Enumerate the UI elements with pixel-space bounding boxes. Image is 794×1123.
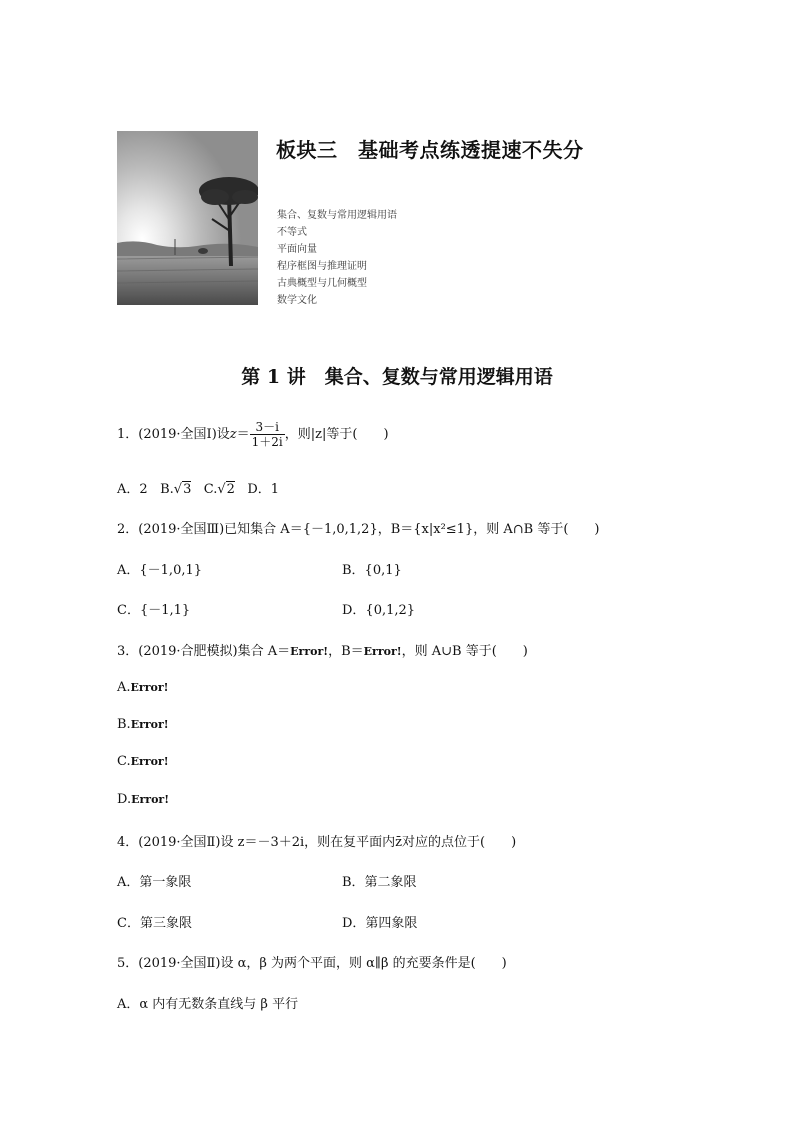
- q1-fraction: [250, 420, 285, 449]
- q1-var: z: [229, 427, 237, 442]
- q3-error-b: Error!: [363, 645, 402, 658]
- q3-option-a: [117, 680, 168, 695]
- q1-denominator: 1＋2i: [251, 435, 283, 449]
- q1-option-c-radicand: 2: [226, 482, 235, 497]
- toc-item: 平面向量: [277, 244, 317, 255]
- q4-option-b: B．第二象限: [342, 875, 417, 890]
- q3-option-c: [117, 754, 169, 769]
- q1-option-c: C.: [203, 482, 218, 497]
- q1-eq: ＝: [236, 427, 250, 442]
- q3-option-b: [117, 717, 169, 732]
- toc-item: 不等式: [277, 227, 307, 238]
- question-1: [117, 420, 389, 449]
- toc-item: 程序框图与推理证明: [277, 261, 367, 272]
- q1-prefix: 1．(2019·全国Ⅰ)设: [117, 427, 230, 442]
- q2-option-b: B．{0,1}: [342, 563, 402, 578]
- sqrt-icon: √: [173, 482, 183, 497]
- question-2: 2．(2019·全国Ⅲ)已知集合 A＝{－1,0,1,2}，B＝{x|x²≤1}，则 A∩B 等于( ): [117, 522, 600, 537]
- q3-option-a-label: A.: [117, 680, 131, 695]
- q4-option-c: C．第三象限: [117, 916, 192, 931]
- question-5: 5．(2019·全国Ⅱ)设 α，β 为两个平面，则 α∥β 的充要条件是( ): [117, 956, 507, 971]
- toc-item: 数学文化: [277, 295, 317, 306]
- q3-option-b-label: B.: [117, 717, 131, 732]
- q4-option-d: D．第四象限: [342, 916, 418, 931]
- section-title: 板块三 基础考点练透提速不失分: [276, 138, 584, 162]
- q3-option-d-error: Error!: [131, 793, 170, 806]
- q3-option-c-label: C.: [117, 754, 131, 769]
- section-toc: [277, 207, 397, 309]
- q1-option-b: B.: [160, 482, 174, 497]
- question-3: [117, 640, 528, 659]
- q5-option-a: A．α 内有无数条直线与 β 平行: [117, 997, 299, 1012]
- q2-option-c: C．{－1,1}: [117, 603, 191, 618]
- toc-item: 集合、复数与常用逻辑用语: [277, 210, 397, 221]
- q4-option-a: A．第一象限: [117, 875, 192, 890]
- question-4: 4．(2019·全国Ⅱ)设 z＝－3＋2i，则在复平面内z̄对应的点位于( ): [117, 835, 517, 850]
- q3-option-c-error: Error!: [130, 755, 169, 768]
- q2-option-a: A．{－1,0,1}: [117, 563, 203, 578]
- q1-option-b-radicand: 3: [183, 482, 192, 497]
- q1-options: [117, 478, 279, 497]
- q3-option-d: [117, 792, 169, 807]
- q2-option-d: D．{0,1,2}: [342, 603, 416, 618]
- q3-text: ，B＝: [328, 644, 364, 659]
- q3-option-d-label: D.: [117, 792, 132, 807]
- q3-option-a-error: Error!: [130, 681, 169, 694]
- sqrt-icon: √: [217, 482, 226, 497]
- q1-suffix: ，则|z|等于( ): [284, 427, 389, 442]
- toc-item: 古典概型与几何概型: [277, 278, 367, 289]
- q3-error-a: Error!: [290, 645, 329, 658]
- landscape-photo: [117, 131, 258, 305]
- q3-text: ，则 A∪B 等于( ): [401, 644, 528, 659]
- q3-text: 3．(2019·合肥模拟)集合 A＝: [117, 644, 291, 659]
- q1-numerator: 3－i: [250, 420, 285, 435]
- q3-option-b-error: Error!: [130, 718, 169, 731]
- q1-option-a: A．2: [117, 482, 148, 497]
- q1-option-d: D．1: [247, 482, 280, 497]
- lecture-title: 第 1 讲 集合、复数与常用逻辑用语: [241, 366, 553, 388]
